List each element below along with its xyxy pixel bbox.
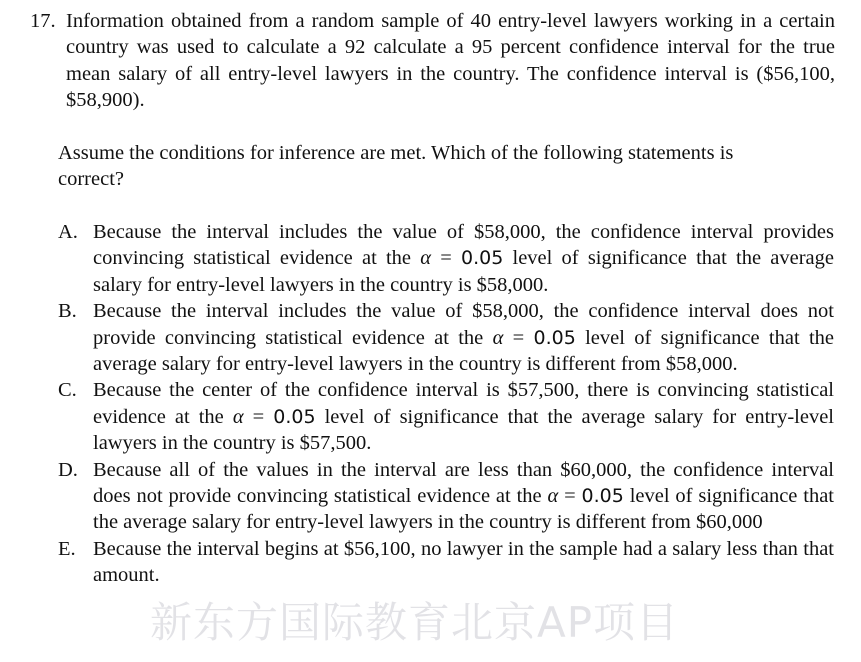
alpha-value: 0.05 [460,247,504,270]
alpha-symbol: α [492,326,504,349]
alpha-symbol: α [232,405,244,428]
option-text: Because all of the values in the interval are less than $60,000, the confidence interval does not provide convincing statistical evidence at the α = 0.05 level of significance that the average salary for entry-level lawyers in the country is different from $60,000 [93,458,834,534]
option-letter: D. [58,458,78,481]
question-stem [30,8,835,114]
option-c[interactable] [58,377,834,456]
alpha-value: 0.05 [273,405,316,428]
question-prompt: Assume the conditions for inference are met. Which of the following statements is correct? [58,142,734,191]
option-d[interactable] [58,457,834,536]
question-block [30,8,835,114]
answer-options [58,219,834,589]
option-text: Because the interval includes the value of $58,000, the confidence interval does not provide convincing statistical evidence at the α = 0.05 level of significance that the average salary for entry-level lawyers in the country is different from $58,000. [93,300,834,376]
option-text: Because the center of the confidence interval is $57,500, there is convincing statistical evidence at the α = 0.05 level of significance that the average salary for entry-level lawyers in the country is $57,500. [93,379,835,455]
option-letter: A. [58,221,78,243]
alpha-value: 0.05 [581,485,624,508]
alpha-value: 0.05 [533,326,576,349]
option-a[interactable] [58,219,834,298]
option-b[interactable] [58,298,834,377]
option-e[interactable] [58,536,834,589]
question-text: Information obtained from a random sample of 40 entry-level lawyers working in a certain country was used to calculate a 92 calculate a 95 percent confidence interval for the true mean salary of all entry-level lawyers in the country. The confidence interval is ($56,100, $58,900). [66,10,835,112]
option-letter: C. [58,379,77,402]
option-letter: B. [58,300,77,323]
alpha-symbol: α [420,247,431,270]
question-number: 17. [30,10,56,32]
option-text: Because the interval begins at $56,100, no lawyer in the sample had a salary less than that amount. [93,537,834,587]
option-letter: E. [58,537,76,560]
watermark-text: 新东方国际教育北京AP项目 [150,598,680,647]
option-text: Because the interval includes the value of $58,000, the confidence interval provides convincing statistical evidence at the α = 0.05 level of significance that the average salary for entry-level lawyers in the country is $58,000. [93,221,834,296]
alpha-symbol: α [547,485,559,508]
